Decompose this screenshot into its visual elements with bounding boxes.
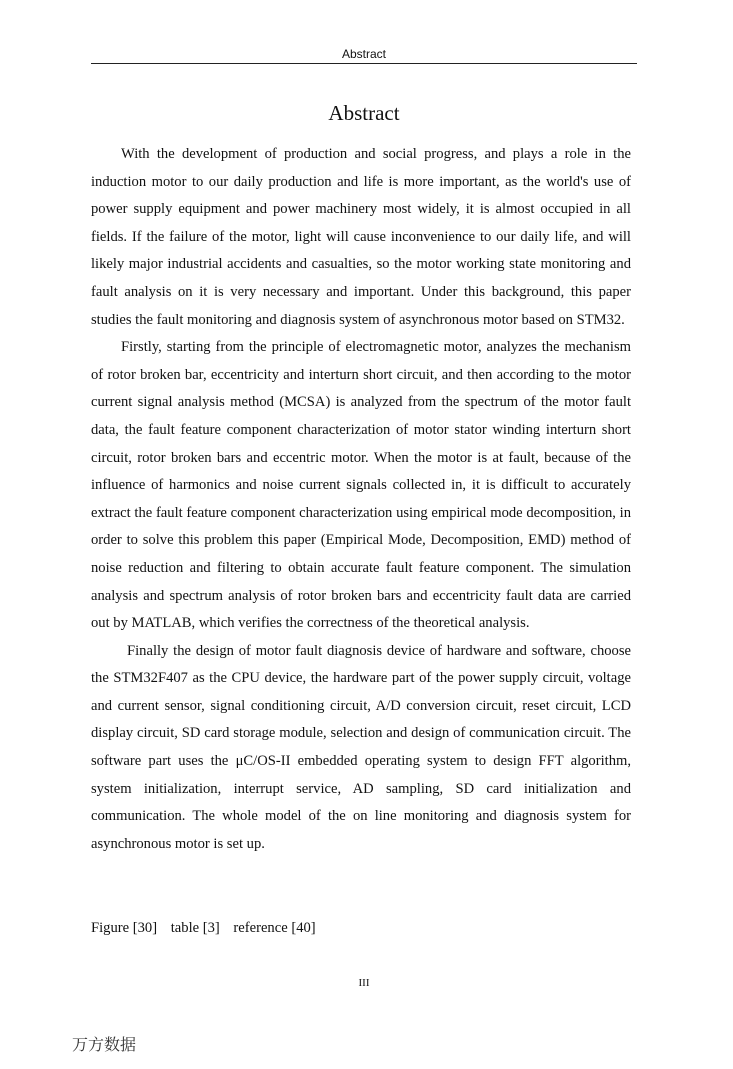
header-rule [91,63,637,64]
page-number: III [358,977,370,989]
wanfang-watermark: 万方数据 [72,1035,137,1054]
abstract-title: Abstract [328,101,400,125]
reference-count: reference [40] [233,920,316,936]
figure-count: Figure [30] [91,920,158,936]
table-count: table [3] [170,920,220,936]
paragraph-2: Firstly, starting from the principle of electromagnetic motor, analyzes the mechanism of rotor broken bar, eccentricity and interturn short circuit, and then according to the motor current signal analysis method (MCSA) is analyzed from the spectrum of the motor fault data, the fault feature component characterization of motor stator winding interturn short circuit, rotor broken bars and eccentric motor. When the motor is at fault, because of the influence of harmonics and noise current signals collected in, it is difficult to accurately extract the fault feature component characterization using empirical mode decomposition, in order to solve this problem this paper (Empirical Mode, Decomposition, EMD) method of noise reduction and filtering to obtain accurate fault feature component. The simulation analysis and spectrum analysis of rotor broken bars and eccentricity fault data are carried out by MATLAB, which verifies the correctness of the theoretical analysis. [91,339,631,632]
document-counts [91,915,326,943]
abstract-body [91,141,631,858]
paragraph-1: With the development of production and social progress, and plays a role in the induction motor to our daily production and life is more important, as the world's use of power supply equipment and power machinery most widely, it is almost occupied in all fields. If the failure of the motor, light will cause inconvenience to our daily life, and will likely major industrial accidents and casualties, so the motor working state monitoring and fault analysis on it is very necessary and important. Under this background, this paper studies the fault monitoring and diagnosis system of asynchronous motor based on STM32. [91,146,631,328]
paragraph-3: Finally the design of motor fault diagnosis device of hardware and software, choose the STM32F407 as the CPU device, the hardware part of the power supply circuit, voltage and current sensor, signal conditioning circuit, A/D conversion circuit, reset circuit, LCD display circuit, SD card storage module, selection and design of communication circuit. The software part uses the μC/OS-II embedded operating system to design FFT algorithm, system initialization, interrupt service, AD sampling, SD card initialization and communication. The whole model of the on line monitoring and diagnosis system for asynchronous motor is set up. [91,642,631,852]
running-header: Abstract [341,47,386,61]
